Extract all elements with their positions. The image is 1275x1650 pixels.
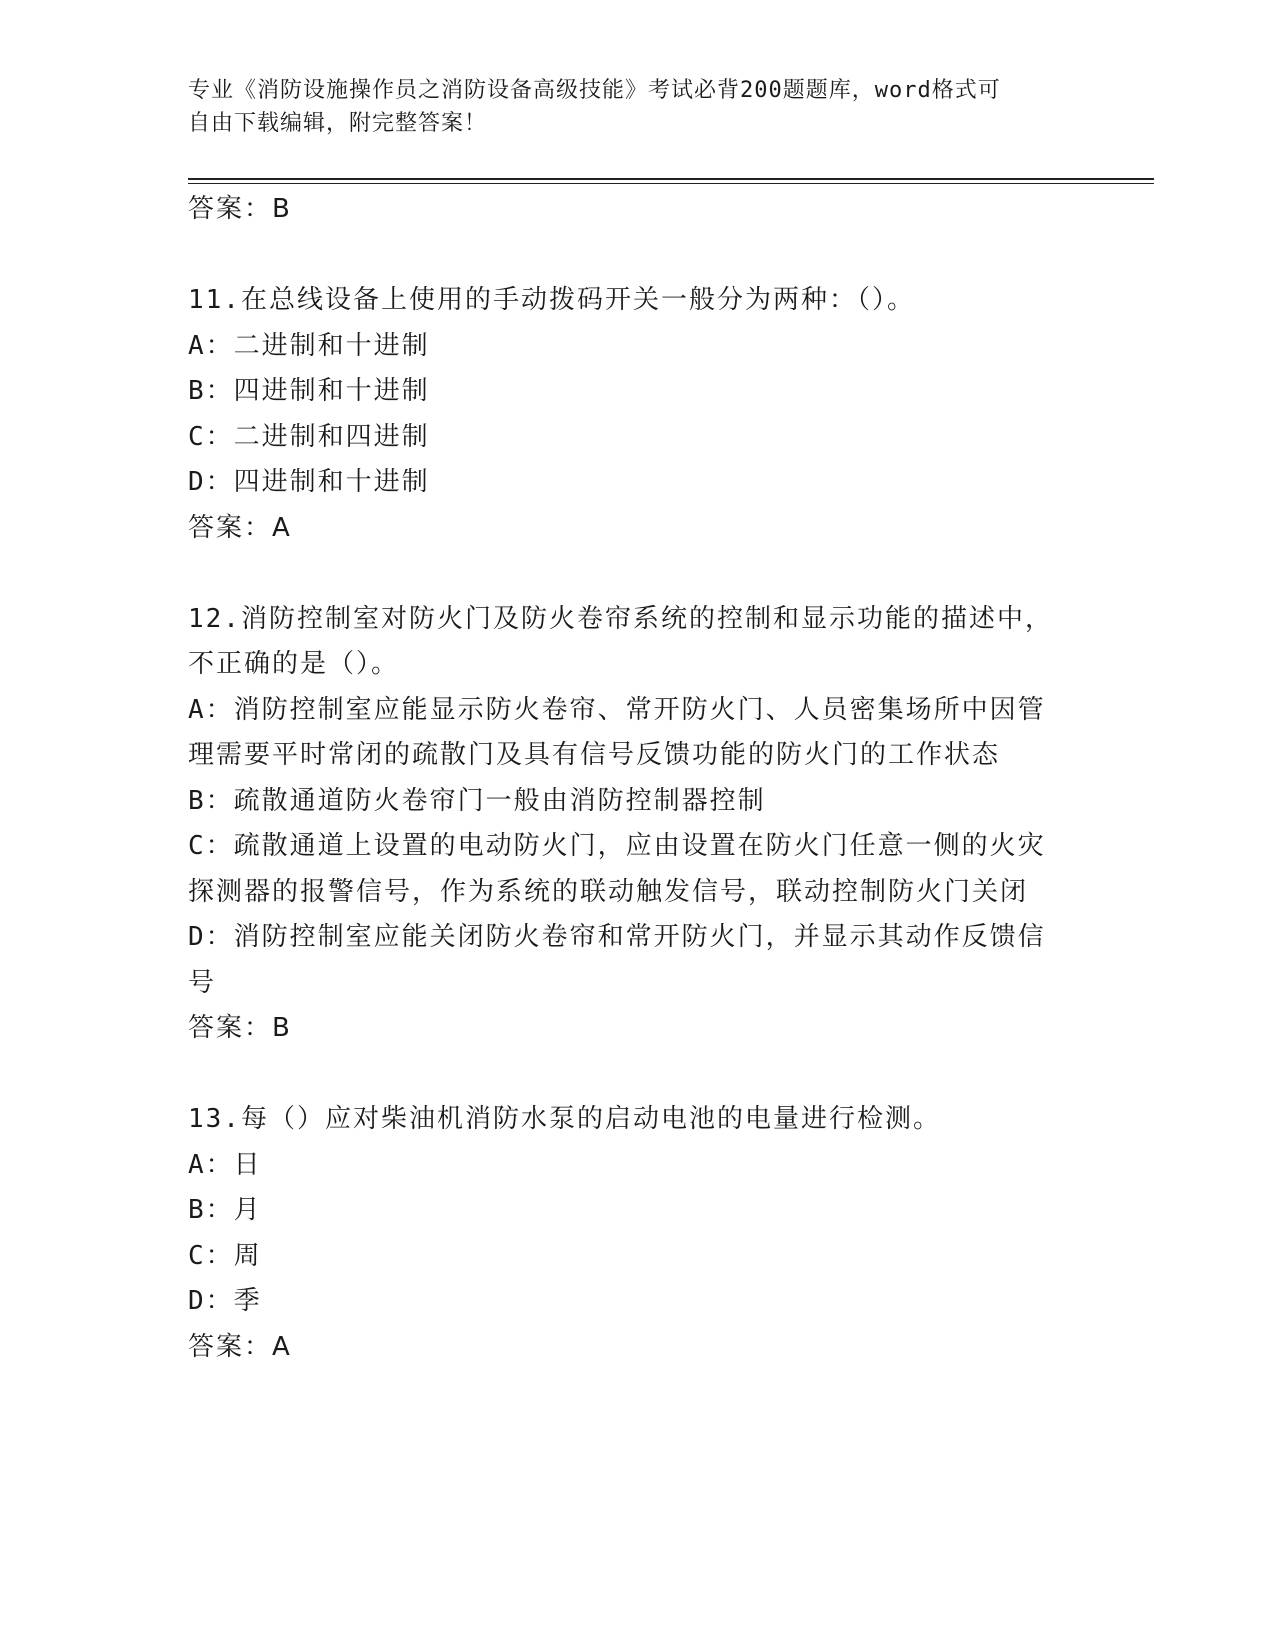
question-block bbox=[188, 1097, 1068, 1370]
option-c-cont: 探测器的报警信号，作为系统的联动触发信号，联动控制防火门关闭 bbox=[188, 876, 1029, 907]
option-d: D：四进制和十进制 bbox=[188, 467, 430, 497]
option-c: C：周 bbox=[188, 1240, 262, 1271]
header-divider bbox=[188, 178, 1154, 184]
option-a-cont: 理需要平时常闭的疏散门及具有信号反馈功能的防火门的工作状态 bbox=[188, 740, 1001, 770]
option-d: D：季 bbox=[188, 1286, 262, 1316]
question-stem: 11.在总线设备上使用的手动拨码开关一般分为两种：（）。 bbox=[188, 285, 915, 315]
header-line-1: 专业《消防设施操作员之消防设备高级技能》考试必背200题题库，word格式可 bbox=[188, 78, 1001, 103]
document-header bbox=[188, 74, 1088, 140]
option-c: C：二进制和四进制 bbox=[188, 421, 430, 452]
option-a: A：二进制和十进制 bbox=[188, 330, 430, 361]
option-b: B：月 bbox=[188, 1195, 262, 1225]
option-d: D：消防控制室应能关闭防火卷帘和常开防火门，并显示其动作反馈信 bbox=[188, 922, 1046, 952]
answer-text: 答案：A bbox=[188, 1331, 292, 1362]
spacer bbox=[188, 233, 1068, 279]
question-block bbox=[188, 597, 1068, 1052]
question-stem: 12.消防控制室对防火门及防火卷帘系统的控制和显示功能的描述中， bbox=[188, 603, 1053, 634]
answer-text: 答案：B bbox=[188, 194, 292, 224]
option-a: A：消防控制室应能显示防火卷帘、常开防火门、人员密集场所中因管 bbox=[188, 694, 1046, 725]
question-stem: 13.每（）应对柴油机消防水泵的启动电池的电量进行检测。 bbox=[188, 1104, 941, 1134]
option-b: B：疏散通道防火卷帘门一般由消防控制器控制 bbox=[188, 785, 766, 816]
question-list bbox=[188, 187, 1068, 1370]
option-d-cont: 号 bbox=[188, 967, 217, 998]
option-a: A：日 bbox=[188, 1149, 262, 1180]
question-block bbox=[188, 278, 1068, 551]
spacer bbox=[188, 1052, 1068, 1098]
question-stem-cont: 不正确的是（）。 bbox=[188, 649, 400, 679]
header-line-2: 自由下载编辑，附完整答案！ bbox=[188, 111, 488, 136]
spacer bbox=[188, 551, 1068, 597]
option-b: B：四进制和十进制 bbox=[188, 376, 430, 406]
option-c: C：疏散通道上设置的电动防火门，应由设置在防火门任意一侧的火灾 bbox=[188, 831, 1046, 861]
answer-text: 答案：A bbox=[188, 512, 292, 543]
answer-text: 答案：B bbox=[188, 1013, 292, 1043]
